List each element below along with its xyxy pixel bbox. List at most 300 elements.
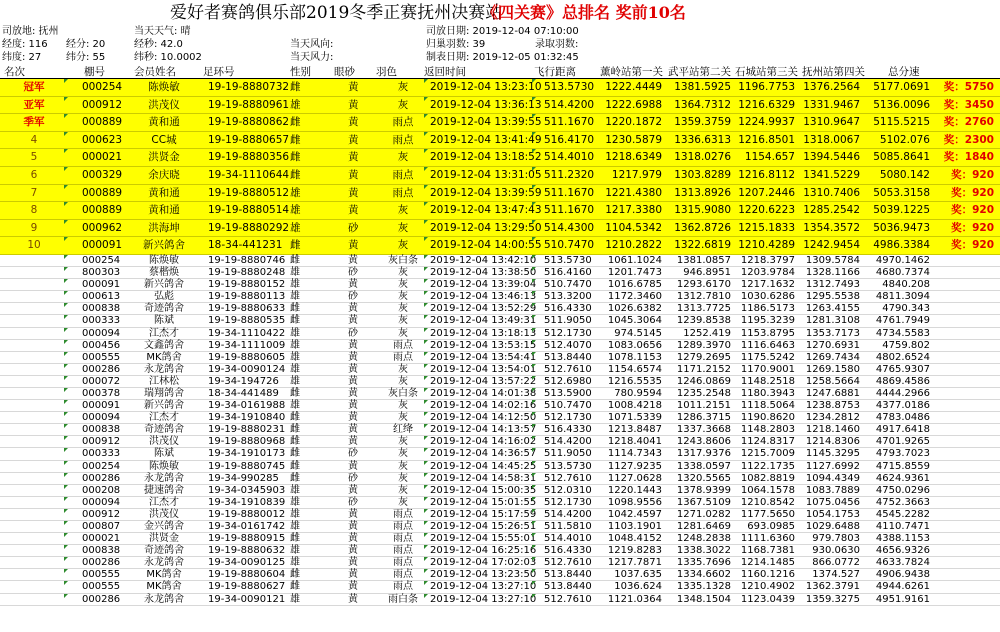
total-speed-cell[interactable]: 4545.2282 [875, 508, 930, 520]
ring-number-cell[interactable]: 19-19-8880514 [208, 204, 290, 217]
feather-color-cell[interactable]: 灰 [398, 496, 408, 508]
ring-number-cell[interactable]: 19-34-0090124 [208, 363, 286, 375]
feather-color-cell[interactable]: 灰 [398, 327, 408, 339]
stage-2-cell[interactable]: 1320.5565 [676, 472, 731, 484]
sex-cell[interactable]: 雄 [290, 521, 300, 532]
stage-3-cell[interactable]: 1214.1485 [740, 557, 795, 569]
stage-1-cell[interactable]: 1216.5535 [607, 375, 662, 387]
loft-cell[interactable]: 000094 [82, 412, 121, 424]
stage-2-cell[interactable]: 1171.2152 [676, 363, 731, 375]
return-time-cell[interactable]: 2019-12-04 13:46:13 [430, 291, 537, 303]
table-row[interactable] [0, 509, 1000, 521]
feather-color-cell[interactable]: 灰白条 [388, 254, 418, 266]
sex-cell[interactable]: 雌 [290, 460, 300, 472]
sex-cell[interactable]: 雄 [290, 351, 300, 363]
sex-cell[interactable]: 雄 [290, 496, 300, 508]
header-distance[interactable]: 飞行距离 [534, 66, 576, 78]
prize-cell[interactable]: 奖：2760 [943, 116, 994, 129]
ring-number-cell[interactable]: 19-19-8880356 [208, 151, 290, 164]
stage-3-cell[interactable]: 1210.8542 [740, 496, 795, 508]
total-speed-cell[interactable]: 5053.3158 [873, 186, 930, 199]
stage-1-cell[interactable]: 1220.1872 [605, 116, 662, 129]
ring-number-cell[interactable]: 18-34-441489 [208, 387, 279, 399]
feather-color-cell[interactable]: 雨点 [393, 521, 413, 532]
stage-3-cell[interactable]: 1220.6223 [738, 204, 795, 217]
loft-cell[interactable]: 000378 [82, 387, 121, 399]
feather-color-cell[interactable]: 雨点 [392, 133, 414, 146]
ring-number-cell[interactable]: 19-34-1910840 [208, 412, 286, 424]
total-speed-cell[interactable]: 4388.1153 [875, 533, 930, 545]
prize-cell[interactable]: 奖：920 [951, 204, 994, 217]
loft-cell[interactable]: 000021 [82, 533, 121, 545]
stage-2-cell[interactable]: 1378.9399 [676, 484, 731, 496]
stage-3-cell[interactable]: 1030.6286 [740, 291, 795, 303]
stage-1-cell[interactable]: 974.5145 [614, 327, 662, 339]
eye-cell[interactable]: 黄 [348, 508, 358, 520]
sex-cell[interactable]: 雄 [290, 375, 300, 387]
return-time-cell[interactable]: 2019-12-04 13:29:50 [430, 221, 542, 234]
feather-color-cell[interactable]: 红绛 [393, 424, 413, 436]
table-row[interactable] [0, 202, 1000, 220]
loft-cell[interactable]: 000091 [82, 279, 121, 291]
member-cell[interactable]: 洪茂仪 [148, 98, 180, 111]
stage-3-cell[interactable]: 1216.6329 [738, 98, 795, 111]
ring-number-cell[interactable]: 19-19-8880292 [208, 221, 290, 234]
return-time-cell[interactable]: 2019-12-04 13:42:10 [430, 254, 537, 266]
eye-cell[interactable]: 黄 [348, 339, 358, 351]
sex-cell[interactable]: 雌 [290, 436, 300, 448]
return-time-cell[interactable]: 2019-12-04 13:31:05 [430, 168, 542, 181]
stage-1-cell[interactable]: 1222.6988 [605, 98, 662, 111]
table-row[interactable] [0, 315, 1000, 327]
stage-2-cell[interactable]: 1011.2151 [676, 400, 731, 412]
distance-cell[interactable]: 511.1670 [544, 186, 595, 199]
stage-3-cell[interactable]: 1215.7009 [740, 448, 795, 460]
return-time-cell[interactable]: 2019-12-04 14:00:55 [430, 239, 542, 252]
stage-2-cell[interactable]: 1381.0857 [676, 254, 731, 266]
stage-1-cell[interactable]: 1037.635 [614, 569, 662, 581]
stage-4-cell[interactable]: 1362.3791 [805, 581, 860, 593]
ring-number-cell[interactable]: 19-19-8880012 [208, 508, 286, 520]
sex-cell[interactable]: 雄 [290, 267, 300, 279]
sex-cell[interactable]: 雄 [290, 327, 300, 339]
feather-color-cell[interactable]: 灰 [398, 472, 408, 484]
info-release-date[interactable]: 司放日期: 2019-12-04 07:10:00 [426, 26, 579, 37]
member-cell[interactable]: 黄和通 [148, 204, 180, 217]
feather-color-cell[interactable]: 灰 [398, 279, 408, 291]
eye-cell[interactable]: 砂 [348, 267, 358, 279]
return-time-cell[interactable]: 2019-12-04 13:47:43 [430, 204, 542, 217]
stage-1-cell[interactable]: 1042.4597 [607, 508, 662, 520]
header-sex[interactable]: 性别 [290, 66, 311, 78]
ring-number-cell[interactable]: 19-34-0161742 [208, 521, 286, 532]
feather-color-cell[interactable]: 灰 [397, 221, 409, 234]
ring-number-cell[interactable]: 19-19-8880627 [208, 581, 286, 593]
sex-cell[interactable]: 雌 [290, 569, 300, 581]
eye-cell[interactable]: 黄 [348, 460, 358, 472]
info-admitted-count[interactable]: 录取羽数: [535, 39, 579, 50]
total-speed-cell[interactable]: 4986.3384 [873, 239, 930, 252]
return-time-cell[interactable]: 2019-12-04 13:53:15 [430, 339, 537, 351]
distance-cell[interactable]: 513.5730 [544, 81, 595, 93]
ring-number-cell[interactable]: 19-19-8880633 [208, 303, 286, 315]
return-time-cell[interactable]: 2019-12-04 16:25:16 [430, 545, 537, 557]
stage-4-cell[interactable]: 1247.6881 [805, 387, 860, 399]
stage-2-cell[interactable]: 1367.5109 [676, 496, 731, 508]
stage-4-cell[interactable]: 1234.2812 [805, 412, 860, 424]
loft-cell[interactable]: 000094 [82, 496, 121, 508]
table-row[interactable] [0, 364, 1000, 376]
distance-cell[interactable]: 516.4330 [544, 303, 592, 315]
total-speed-cell[interactable]: 4377.0186 [875, 400, 930, 412]
table-row[interactable] [0, 569, 1000, 581]
rank-cell[interactable]: 7 [30, 186, 38, 199]
ring-number-cell[interactable]: 19-19-8880248 [208, 267, 286, 279]
stage-4-cell[interactable]: 1312.7493 [805, 279, 860, 291]
stage-3-cell[interactable]: 1224.9937 [738, 116, 795, 129]
total-speed-cell[interactable]: 4811.3094 [875, 291, 930, 303]
table-row[interactable] [0, 167, 1000, 185]
header-rank[interactable]: 名次 [4, 66, 25, 78]
stage-3-cell[interactable]: 1217.1632 [740, 279, 795, 291]
distance-cell[interactable]: 511.9050 [544, 448, 592, 460]
eye-cell[interactable]: 黄 [348, 168, 359, 181]
stage-3-cell[interactable]: 1170.9001 [740, 363, 795, 375]
stage-1-cell[interactable]: 1127.9235 [607, 460, 662, 472]
stage-4-cell[interactable]: 1258.5664 [805, 375, 860, 387]
return-time-cell[interactable]: 2019-12-04 13:57:22 [430, 375, 537, 387]
total-speed-cell[interactable]: 4951.9161 [875, 593, 930, 605]
return-time-cell[interactable]: 2019-12-04 13:27:10 [430, 593, 537, 605]
table-row[interactable] [0, 388, 1000, 400]
ring-number-cell[interactable]: 19-19-8880512 [208, 186, 290, 199]
feather-color-cell[interactable]: 灰 [398, 315, 408, 327]
table-row[interactable] [0, 533, 1000, 545]
stage-3-cell[interactable]: 1195.3239 [740, 315, 795, 327]
total-speed-cell[interactable]: 4802.6524 [875, 351, 930, 363]
ring-number-cell[interactable]: 19-34-0090121 [208, 593, 286, 605]
eye-cell[interactable]: 黄 [348, 81, 359, 93]
ring-number-cell[interactable]: 19-19-8880605 [208, 351, 286, 363]
sex-cell[interactable]: 雄 [290, 279, 300, 291]
eye-cell[interactable]: 黄 [348, 387, 358, 399]
rank-cell[interactable]: 4 [30, 133, 38, 146]
sex-cell[interactable]: 雌 [290, 133, 301, 146]
feather-color-cell[interactable]: 灰 [398, 448, 408, 460]
loft-cell[interactable]: 000254 [82, 81, 123, 93]
member-cell[interactable]: 余庆晓 [148, 168, 180, 181]
eye-cell[interactable]: 黄 [348, 569, 358, 581]
return-time-cell[interactable]: 2019-12-04 13:36:13 [430, 98, 542, 111]
ring-number-cell[interactable]: 19-19-8880746 [208, 254, 286, 266]
loft-cell[interactable]: 000286 [82, 363, 121, 375]
stage-2-cell[interactable]: 1293.6170 [676, 279, 731, 291]
info-latitude[interactable]: 纬度: 27 [2, 52, 42, 63]
rank-cell[interactable]: 季军 [23, 116, 45, 129]
eye-cell[interactable]: 砂 [348, 496, 358, 508]
loft-cell[interactable]: 000254 [82, 254, 121, 266]
distance-cell[interactable]: 512.7610 [544, 472, 592, 484]
prize-cell[interactable]: 奖：920 [951, 168, 994, 181]
sex-cell[interactable]: 雄 [290, 221, 301, 234]
member-cell[interactable]: 金兴鸽舍 [144, 521, 184, 532]
distance-cell[interactable]: 513.5730 [544, 460, 592, 472]
table-row[interactable] [0, 521, 1000, 533]
total-speed-cell[interactable]: 4750.0296 [875, 484, 930, 496]
stage-1-cell[interactable]: 1217.3380 [605, 204, 662, 217]
return-time-cell[interactable]: 2019-12-04 13:49:31 [430, 315, 537, 327]
eye-cell[interactable]: 黄 [348, 593, 358, 605]
stage-1-cell[interactable]: 1083.0656 [607, 339, 662, 351]
member-cell[interactable]: 永龙鸽舍 [144, 472, 184, 484]
member-cell[interactable]: 洪茂仪 [149, 508, 179, 520]
stage-1-cell[interactable]: 1078.1153 [607, 351, 662, 363]
return-time-cell[interactable]: 2019-12-04 14:45:25 [430, 460, 537, 472]
stage-1-cell[interactable]: 1098.9556 [607, 496, 662, 508]
distance-cell[interactable]: 512.1730 [544, 412, 592, 424]
member-cell[interactable]: 陈焕敏 [149, 254, 179, 266]
stage-3-cell[interactable]: 1118.5064 [740, 400, 795, 412]
table-row[interactable] [0, 545, 1000, 557]
loft-cell[interactable]: 000286 [82, 593, 121, 605]
return-time-cell[interactable]: 2019-12-04 13:23:50 [430, 569, 537, 581]
total-speed-cell[interactable]: 4715.8559 [875, 460, 930, 472]
header-total-speed[interactable]: 总分速 [888, 66, 920, 78]
distance-cell[interactable]: 514.4010 [544, 151, 595, 164]
stage-1-cell[interactable]: 1036.624 [614, 581, 662, 593]
stage-1-cell[interactable]: 1071.5339 [607, 412, 662, 424]
eye-cell[interactable]: 黄 [348, 133, 359, 146]
loft-cell[interactable]: 000021 [82, 151, 123, 164]
table-row[interactable] [0, 255, 1000, 267]
feather-color-cell[interactable]: 灰 [398, 375, 408, 387]
return-time-cell[interactable]: 2019-12-04 14:01:38 [430, 387, 537, 399]
sex-cell[interactable]: 雄 [290, 593, 300, 605]
rank-cell[interactable]: 5 [30, 151, 38, 164]
eye-cell[interactable]: 黄 [348, 186, 359, 199]
distance-cell[interactable]: 512.6980 [544, 375, 592, 387]
eye-cell[interactable]: 黄 [348, 151, 359, 164]
member-cell[interactable]: 新兴鸽舍 [143, 239, 185, 252]
header-eye[interactable]: 眼砂 [334, 66, 355, 78]
stage-1-cell[interactable]: 1230.5879 [605, 133, 662, 146]
table-row[interactable] [0, 185, 1000, 203]
header-return-time[interactable]: 返回时间 [424, 66, 466, 78]
table-row[interactable] [0, 220, 1000, 238]
member-cell[interactable]: 新兴鸽舍 [144, 279, 184, 291]
feather-color-cell[interactable]: 灰 [397, 239, 409, 252]
loft-cell[interactable]: 000072 [82, 375, 121, 387]
total-speed-cell[interactable]: 4444.2966 [875, 387, 930, 399]
distance-cell[interactable]: 513.3200 [544, 291, 592, 303]
total-speed-cell[interactable]: 5102.076 [879, 133, 930, 146]
ring-number-cell[interactable]: 19-19-8880231 [208, 424, 286, 436]
member-cell[interactable]: 弘彪 [154, 291, 174, 303]
total-speed-cell[interactable]: 4840.208 [882, 279, 930, 291]
stage-2-cell[interactable]: 1318.0276 [674, 151, 731, 164]
member-cell[interactable]: 洪贤金 [149, 533, 179, 545]
prize-cell[interactable]: 奖：5750 [943, 81, 994, 93]
ring-number-cell[interactable]: 19-34-1110644 [208, 168, 290, 181]
sex-cell[interactable]: 雄 [290, 186, 301, 199]
loft-cell[interactable]: 000912 [82, 508, 121, 520]
eye-cell[interactable]: 黄 [348, 484, 358, 496]
header-loft[interactable]: 棚号 [84, 66, 105, 78]
member-cell[interactable]: CC城 [151, 133, 177, 146]
distance-cell[interactable]: 516.4170 [544, 133, 595, 146]
stage-2-cell[interactable]: 1322.6819 [674, 239, 731, 252]
loft-cell[interactable]: 000555 [82, 569, 121, 581]
stage-1-cell[interactable]: 1218.4041 [607, 436, 662, 448]
stage-2-cell[interactable]: 1248.2838 [676, 533, 731, 545]
feather-color-cell[interactable]: 灰 [397, 81, 409, 93]
stage-2-cell[interactable]: 1337.3668 [676, 424, 731, 436]
eye-cell[interactable]: 黄 [348, 424, 358, 436]
ring-number-cell[interactable]: 19-19-8880745 [208, 460, 286, 472]
stage-4-cell[interactable]: 1374.527 [812, 569, 860, 581]
feather-color-cell[interactable]: 灰 [398, 400, 408, 412]
sex-cell[interactable]: 雄 [290, 204, 301, 217]
stage-1-cell[interactable]: 1016.6785 [607, 279, 662, 291]
distance-cell[interactable]: 513.8440 [544, 569, 592, 581]
total-speed-cell[interactable]: 4790.343 [882, 303, 930, 315]
distance-cell[interactable]: 516.4330 [544, 424, 592, 436]
feather-color-cell[interactable]: 雨点 [393, 533, 413, 545]
stage-4-cell[interactable]: 1376.2564 [803, 81, 860, 93]
return-time-cell[interactable]: 2019-12-04 13:18:52 [430, 151, 542, 164]
stage-3-cell[interactable]: 1064.1578 [740, 484, 795, 496]
info-longitude[interactable]: 经度: 116 [2, 39, 48, 50]
stage-4-cell[interactable]: 1359.3275 [805, 593, 860, 605]
stage-1-cell[interactable]: 1061.1024 [607, 254, 662, 266]
info-longitude-sec[interactable]: 经秒: 42.0 [134, 39, 183, 50]
info-report-date[interactable]: 制表日期: 2019-12-05 01:32:45 [426, 52, 579, 63]
sex-cell[interactable]: 雄 [290, 484, 300, 496]
stage-2-cell[interactable]: 1313.8926 [674, 186, 731, 199]
stage-3-cell[interactable]: 1207.2446 [738, 186, 795, 199]
return-time-cell[interactable]: 2019-12-04 17:02:03 [430, 557, 537, 569]
return-time-cell[interactable]: 2019-12-04 13:41:49 [430, 133, 542, 146]
header-member[interactable]: 会员姓名 [134, 66, 176, 78]
feather-color-cell[interactable]: 灰 [398, 291, 408, 303]
distance-cell[interactable]: 511.5810 [544, 521, 592, 532]
stage-3-cell[interactable]: 1175.5242 [740, 351, 795, 363]
loft-cell[interactable]: 000329 [82, 168, 123, 181]
distance-cell[interactable]: 513.8440 [544, 581, 592, 593]
loft-cell[interactable]: 000254 [82, 460, 121, 472]
stage-2-cell[interactable]: 1335.1328 [676, 581, 731, 593]
feather-color-cell[interactable]: 灰 [397, 98, 409, 111]
eye-cell[interactable]: 黄 [348, 351, 358, 363]
return-time-cell[interactable]: 2019-12-04 13:27:10 [430, 581, 537, 593]
member-cell[interactable]: 陈焕敏 [148, 81, 180, 93]
return-time-cell[interactable]: 2019-12-04 13:23:10 [430, 81, 542, 93]
member-cell[interactable]: 江杰才 [149, 412, 179, 424]
stage-3-cell[interactable]: 693.0985 [747, 521, 795, 532]
total-speed-cell[interactable]: 5080.142 [879, 168, 930, 181]
total-speed-cell[interactable]: 4783.0486 [875, 412, 930, 424]
header-color[interactable]: 羽色 [376, 66, 397, 78]
return-time-cell[interactable]: 2019-12-04 14:16:02 [430, 436, 537, 448]
eye-cell[interactable]: 黄 [348, 557, 358, 569]
stage-2-cell[interactable]: 1235.2548 [676, 387, 731, 399]
rank-cell[interactable]: 8 [30, 204, 38, 217]
stage-3-cell[interactable]: 1210.4289 [738, 239, 795, 252]
stage-4-cell[interactable]: 1310.9647 [803, 116, 860, 129]
total-speed-cell[interactable]: 5136.0096 [873, 98, 930, 111]
loft-cell[interactable]: 800303 [82, 267, 121, 279]
distance-cell[interactable]: 511.9050 [544, 315, 592, 327]
loft-cell[interactable]: 000838 [82, 424, 121, 436]
table-row[interactable] [0, 114, 1000, 132]
info-wind-force[interactable]: 当天风力: [290, 52, 334, 63]
total-speed-cell[interactable]: 4793.7023 [875, 448, 930, 460]
total-speed-cell[interactable]: 5036.9473 [873, 221, 930, 234]
loft-cell[interactable]: 000912 [82, 98, 123, 111]
stage-2-cell[interactable]: 1364.7312 [674, 98, 731, 111]
ring-number-cell[interactable]: 19-34-0345903 [208, 484, 286, 496]
distance-cell[interactable]: 512.0310 [544, 484, 592, 496]
stage-3-cell[interactable]: 1180.3943 [740, 387, 795, 399]
sex-cell[interactable]: 雌 [290, 254, 300, 266]
loft-cell[interactable]: 000889 [82, 204, 123, 217]
feather-color-cell[interactable]: 雨点 [393, 545, 413, 557]
stage-1-cell[interactable]: 1172.3460 [607, 291, 662, 303]
stage-3-cell[interactable]: 1122.1735 [740, 460, 795, 472]
return-time-cell[interactable]: 2019-12-04 13:52:29 [430, 303, 537, 315]
loft-cell[interactable]: 000286 [82, 472, 121, 484]
member-cell[interactable]: MK鸽舍 [146, 351, 182, 363]
stage-2-cell[interactable]: 1381.5925 [674, 81, 731, 93]
member-cell[interactable]: 文鑫鸽舍 [144, 339, 184, 351]
feather-color-cell[interactable]: 雨点 [393, 351, 413, 363]
table-row[interactable] [0, 237, 1000, 255]
stage-4-cell[interactable]: 1354.3572 [803, 221, 860, 234]
stage-3-cell[interactable]: 1148.2518 [740, 375, 795, 387]
member-cell[interactable]: 陈斌 [154, 448, 174, 460]
sex-cell[interactable]: 雌 [290, 472, 300, 484]
distance-cell[interactable]: 516.4330 [544, 545, 592, 557]
distance-cell[interactable]: 512.1730 [544, 496, 592, 508]
stage-2-cell[interactable]: 1338.3022 [676, 545, 731, 557]
stage-1-cell[interactable]: 780.9594 [614, 387, 662, 399]
sex-cell[interactable]: 雄 [290, 400, 300, 412]
stage-4-cell[interactable]: 1238.8753 [805, 400, 860, 412]
table-row[interactable] [0, 497, 1000, 509]
distance-cell[interactable]: 513.5730 [544, 254, 592, 266]
stage-4-cell[interactable]: 1145.3295 [805, 448, 860, 460]
feather-color-cell[interactable]: 雨点 [393, 339, 413, 351]
rank-cell[interactable]: 6 [30, 168, 38, 181]
stage-1-cell[interactable]: 1219.8283 [607, 545, 662, 557]
stage-3-cell[interactable]: 1111.6360 [740, 533, 795, 545]
total-speed-cell[interactable]: 4765.9307 [875, 363, 930, 375]
stage-4-cell[interactable]: 1310.7406 [803, 186, 860, 199]
loft-cell[interactable]: 000208 [82, 484, 121, 496]
stage-3-cell[interactable]: 1186.5173 [740, 303, 795, 315]
stage-4-cell[interactable]: 1270.6931 [805, 339, 860, 351]
member-cell[interactable]: 永龙鸽舍 [144, 557, 184, 569]
sex-cell[interactable]: 雄 [290, 363, 300, 375]
eye-cell[interactable]: 砂 [348, 221, 359, 234]
table-row[interactable] [0, 303, 1000, 315]
member-cell[interactable]: 江杰才 [149, 496, 179, 508]
stage-2-cell[interactable]: 1334.6602 [676, 569, 731, 581]
eye-cell[interactable]: 黄 [348, 98, 359, 111]
table-row[interactable] [0, 340, 1000, 352]
sex-cell[interactable]: 雌 [290, 412, 300, 424]
eye-cell[interactable]: 黄 [348, 375, 358, 387]
